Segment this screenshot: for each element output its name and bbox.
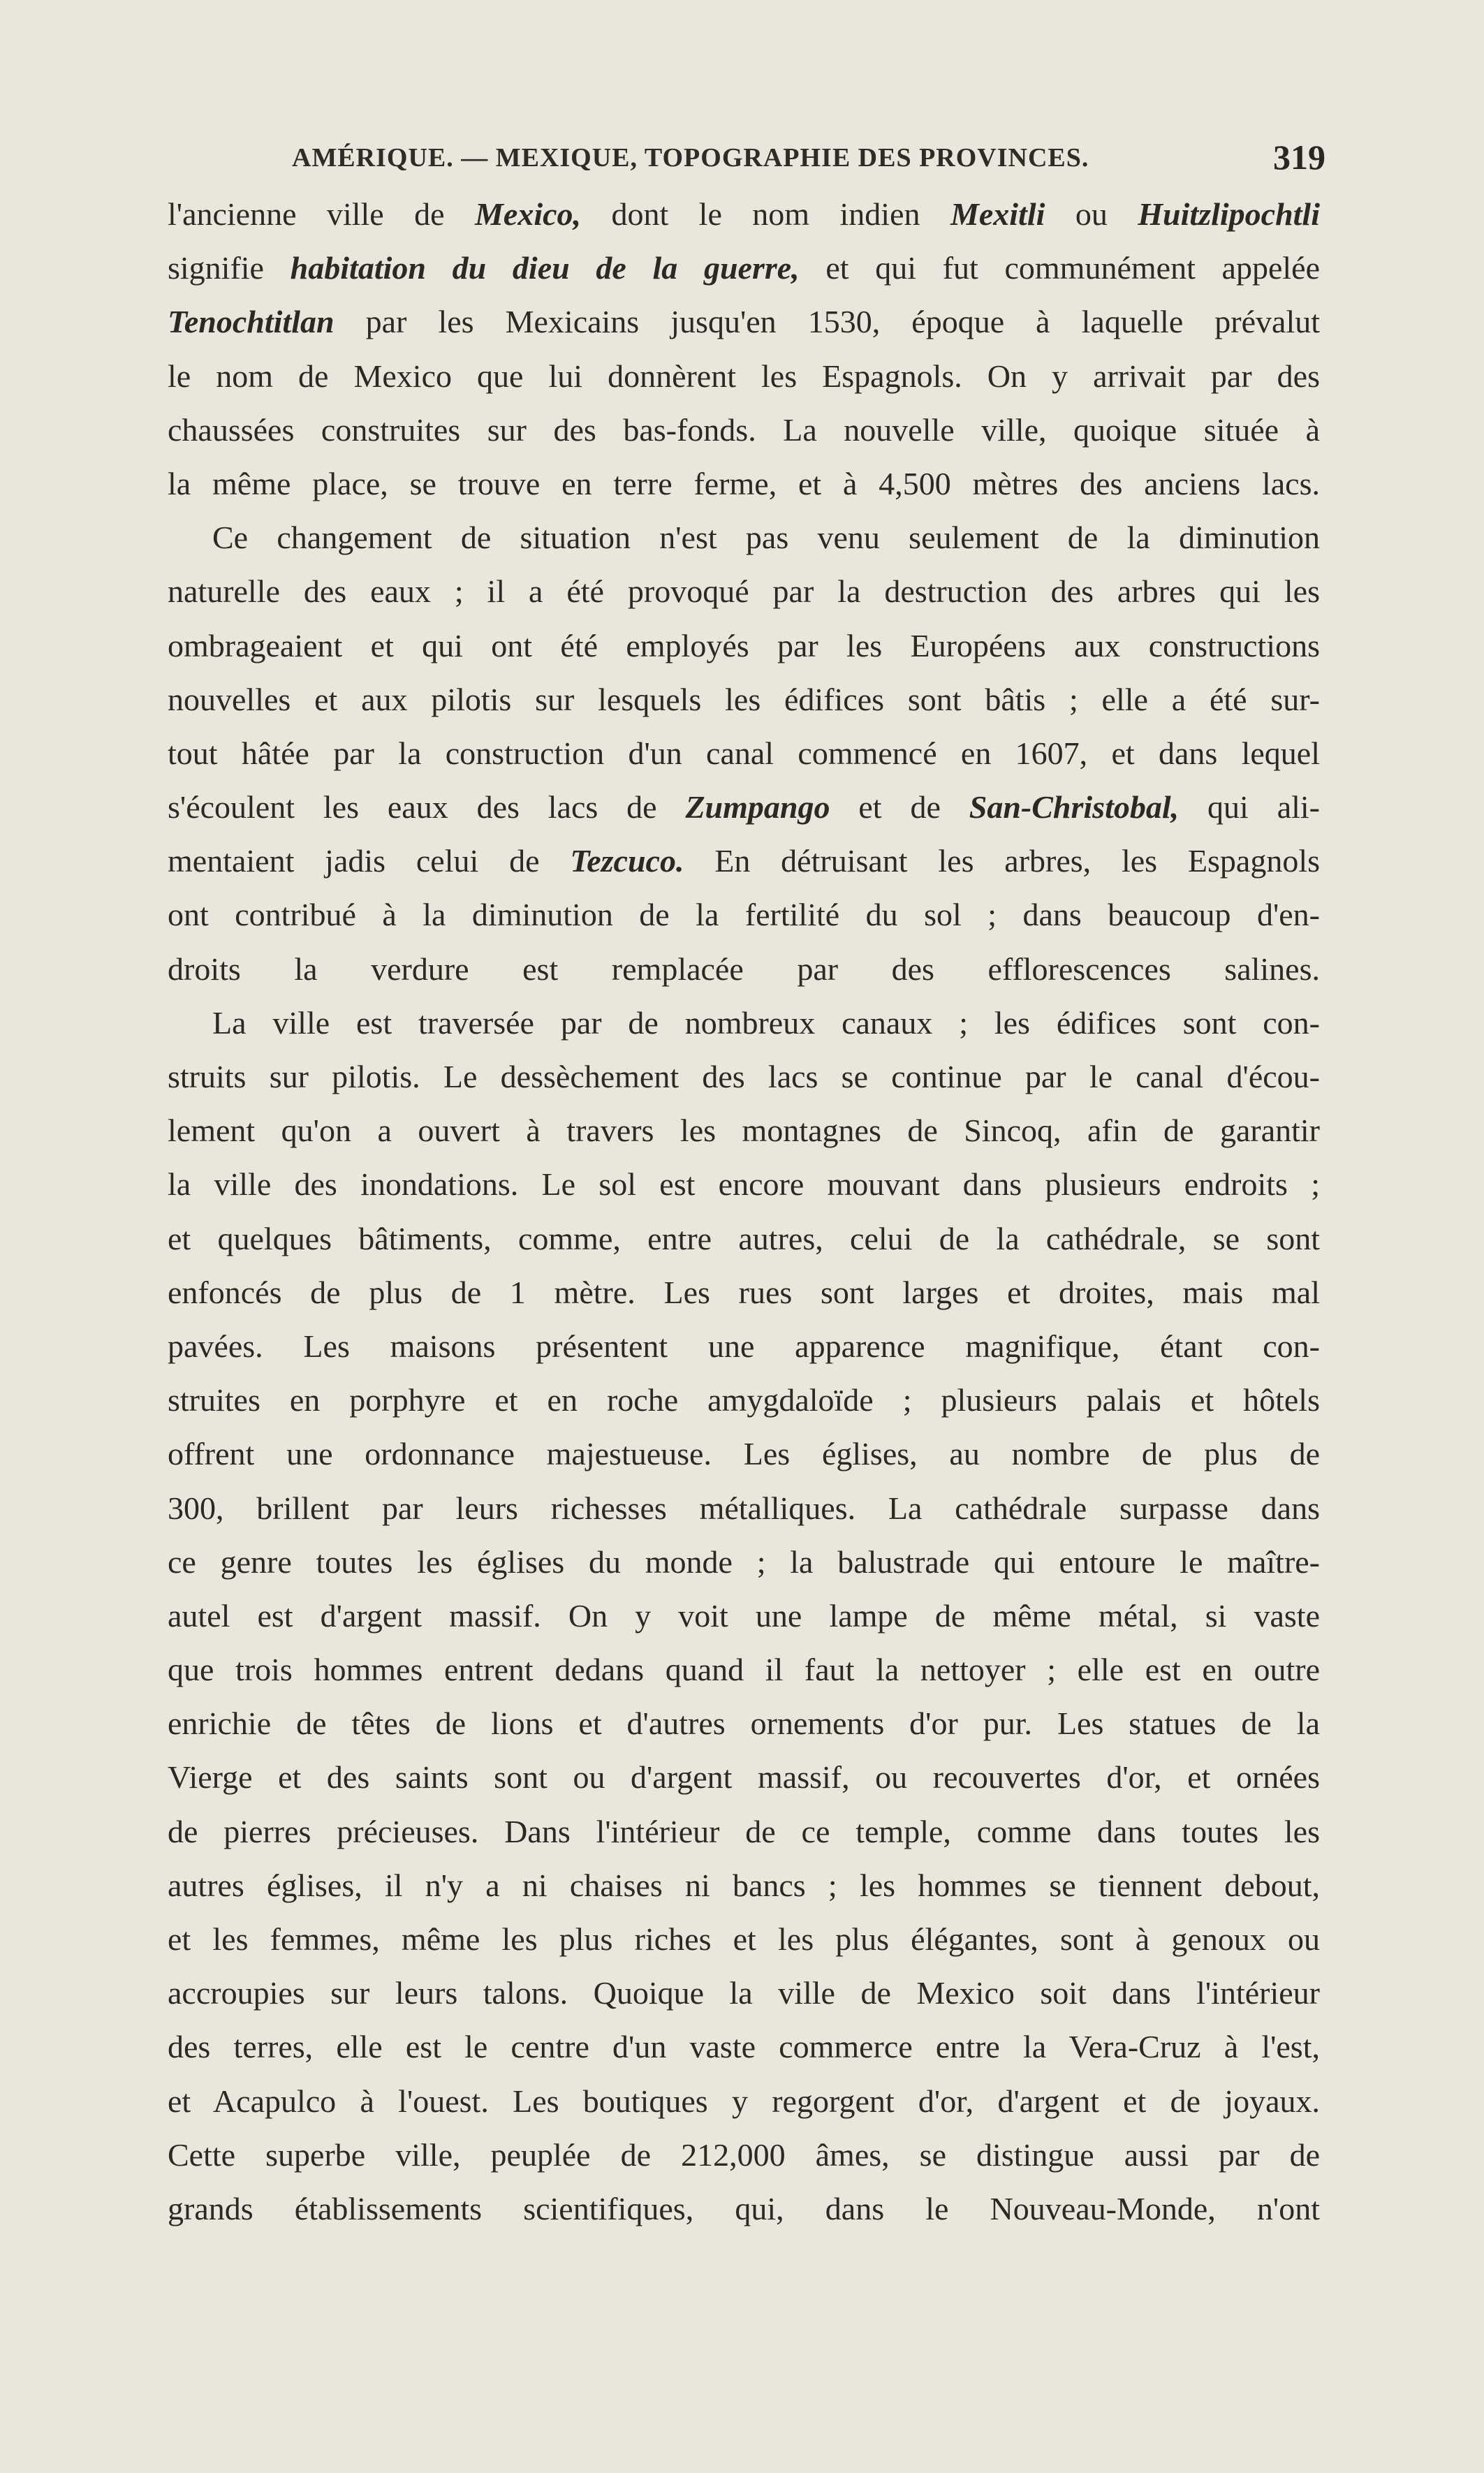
text-segment: de pierres précieuses. Dans l'intérieur de ce temple, comme dans toutes les [168, 1813, 1320, 1849]
text-line [168, 726, 1320, 780]
text-line [168, 1319, 1320, 1373]
text-segment: s'écoulent les eaux des lacs de [168, 789, 686, 825]
text-line [168, 1858, 1320, 1912]
text-segment: ce genre toutes les églises du monde ; la balustrade qui entoure le maître- [168, 1543, 1320, 1580]
text-line [168, 511, 1320, 564]
text-line [168, 834, 1320, 888]
text-segment: dont le nom indien [581, 196, 950, 232]
text-line [168, 1966, 1320, 2020]
text-segment: 300, brillent par leurs richesses métalliques. La cathédrale surpasse dans [168, 1490, 1320, 1526]
text-line [168, 1589, 1320, 1643]
text-segment: et Acapulco à l'ouest. Les boutiques y regorgent d'or, d'argent et de joyaux. [168, 2083, 1320, 2119]
text-segment: lement qu'on a ouvert à travers les montagnes de Sincoq, afin de garantir [168, 1113, 1320, 1149]
text-segment: la ville des inondations. Le sol est encore mouvant dans plusieurs endroits ; [168, 1166, 1320, 1203]
text-segment: chaussées construites sur des bas-fonds. La nouvelle ville, quoique située à [168, 411, 1320, 448]
text-segment: Vierge et des saints sont ou d'argent massif, ou recouvertes d'or, et ornées [168, 1759, 1320, 1796]
text-segment: par les Mexicains jusqu'en 1530, époque à laquelle prévalut [334, 304, 1320, 340]
text-segment: mentaient jadis celui de [168, 843, 571, 879]
text-segment: nouvelles et aux pilotis sur lesquels les édifices sont bâtis ; elle a été sur- [168, 681, 1320, 717]
text-line [168, 564, 1320, 618]
page-number: 319 [1273, 138, 1325, 177]
text-segment: La ville est traversée par de nombreux canaux ; les édifices sont con- [212, 1004, 1320, 1041]
text-segment: naturelle des eaux ; il a été provoqué par la destruction des arbres qui les [168, 573, 1320, 610]
body-text [168, 187, 1320, 2236]
text-line [168, 942, 1320, 996]
text-line [168, 349, 1320, 403]
text-segment: et quelques bâtiments, comme, entre autres, celui de la cathédrale, se sont [168, 1220, 1320, 1256]
text-line [168, 888, 1320, 941]
text-segment: enfoncés de plus de 1 mètre. Les rues sont larges et droites, mais mal [168, 1274, 1320, 1310]
text-segment: et de [830, 789, 969, 825]
text-line [168, 1805, 1320, 1858]
text-segment: et les femmes, même les plus riches et les plus élégantes, sont à genoux ou [168, 1921, 1320, 1957]
text-line [168, 1696, 1320, 1750]
text-line [168, 780, 1320, 834]
text-segment: struits sur pilotis. Le dessèchement des lacs se continue par le canal d'écou- [168, 1059, 1320, 1094]
text-segment: le nom de Mexico que lui donnèrent les Espagnols. On y arrivait par des [168, 358, 1320, 394]
italic-segment: habitation du dieu de la guerre, [290, 250, 800, 286]
text-segment: ont contribué à la diminution de la fertilité du sol ; dans beaucoup d'en- [168, 897, 1320, 933]
text-segment: droits la verdure est remplacée par des efflorescences salines. [168, 951, 1320, 987]
italic-segment: Huitzlipochtli [1138, 196, 1320, 232]
text-line [168, 2182, 1320, 2236]
text-segment: Cette superbe ville, peuplée de 212,000 âmes, se distingue aussi par de [168, 2136, 1320, 2173]
italic-segment: Zumpango [685, 789, 830, 825]
text-line [168, 1373, 1320, 1427]
text-line [168, 1643, 1320, 1696]
text-line [168, 2128, 1320, 2182]
text-segment: ombrageaient et qui ont été employés par les Européens aux constructions [168, 627, 1320, 663]
text-segment: des terres, elle est le centre d'un vaste commerce entre la Vera-Cruz à l'est, [168, 2029, 1320, 2065]
text-line [168, 241, 1320, 295]
text-segment: enrichie de têtes de lions et d'autres ornements d'or pur. Les statues de la [168, 1705, 1320, 1742]
text-segment: autres églises, il n'y a ni chaises ni bancs ; les hommes se tiennent debout, [168, 1867, 1320, 1903]
text-line [168, 1535, 1320, 1589]
text-segment: la même place, se trouve en terre ferme, et à 4,500 mètres des anciens lacs. [168, 465, 1320, 501]
text-segment: tout hâtée par la construction d'un canal commencé en 1607, et dans lequel [168, 735, 1320, 771]
text-segment: accroupies sur leurs talons. Quoique la ville de Mexico soit dans l'intérieur [168, 1975, 1320, 2011]
text-line [168, 2020, 1320, 2074]
text-line [168, 1427, 1320, 1481]
running-head: AMÉRIQUE. — MEXIQUE, TOPOGRAPHIE DES PROVINCES. [292, 143, 1089, 173]
text-line [168, 1050, 1320, 1103]
text-line [168, 1265, 1320, 1319]
text-line [168, 2074, 1320, 2128]
text-segment: Ce changement de situation n'est pas venu seulement de la diminution [212, 520, 1320, 556]
text-line [168, 1481, 1320, 1535]
italic-segment: Tezcuco. [570, 843, 684, 879]
page-header [278, 137, 1325, 179]
text-segment: ou [1045, 196, 1138, 232]
text-segment: qui ali- [1179, 789, 1320, 825]
text-line [168, 1157, 1320, 1211]
text-line [168, 619, 1320, 673]
text-segment: offrent une ordonnance majestueuse. Les églises, au nombre de plus de [168, 1436, 1320, 1472]
text-segment: que trois hommes entrent dedans quand il faut la nettoyer ; elle est en outre [168, 1652, 1320, 1688]
text-line [168, 187, 1320, 241]
italic-segment: Mexico, [475, 196, 582, 232]
text-segment: grands établissements scientifiques, qui, dans le Nouveau-Monde, n'ont [168, 2190, 1320, 2226]
text-line [168, 1212, 1320, 1265]
text-line [168, 673, 1320, 726]
italic-segment: Tenochtitlan [168, 304, 335, 340]
text-line [168, 457, 1320, 511]
text-line [168, 403, 1320, 457]
text-segment: l'ancienne ville de [168, 196, 475, 232]
text-segment: et qui fut communément appelée [799, 250, 1320, 286]
text-line [168, 1750, 1320, 1804]
text-line [168, 1103, 1320, 1157]
text-segment: struites en porphyre et en roche amygdaloïde ; plusieurs palais et hôtels [168, 1382, 1320, 1418]
text-segment: pavées. Les maisons présentent une apparence magnifique, étant con- [168, 1328, 1320, 1364]
text-segment: signifie [168, 250, 291, 286]
text-segment: autel est d'argent massif. On y voit une lampe de même métal, si vaste [168, 1597, 1320, 1634]
italic-segment: Mexitli [950, 196, 1045, 232]
text-line [168, 996, 1320, 1050]
text-line [168, 1912, 1320, 1966]
text-line [168, 295, 1320, 348]
text-segment: En détruisant les arbres, les Espagnols [684, 843, 1320, 879]
italic-segment: San-Christobal, [969, 789, 1180, 825]
